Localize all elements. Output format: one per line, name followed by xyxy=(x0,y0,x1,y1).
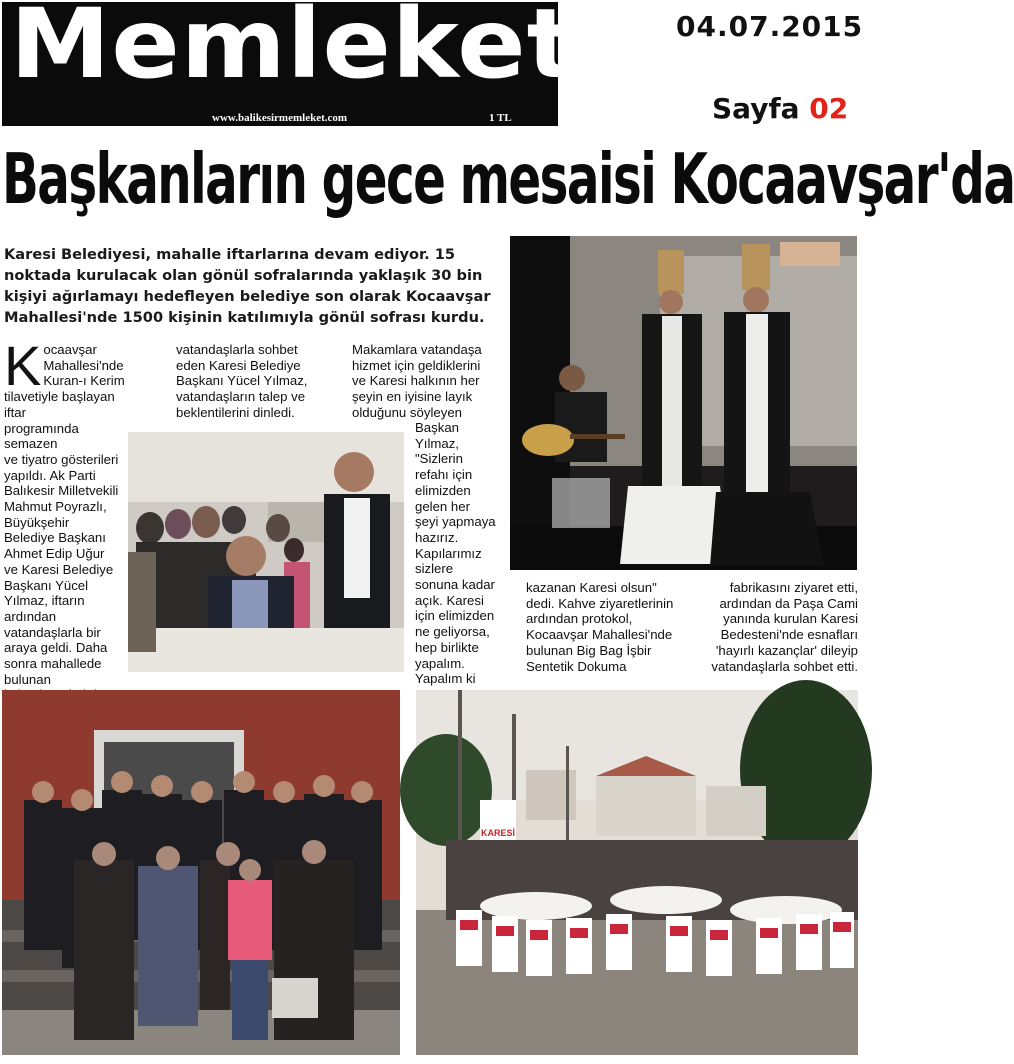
column-text-line: sizlere xyxy=(415,561,454,577)
column-text-line: olduğunu söyleyen xyxy=(352,404,462,420)
column-text-line: vatandaşlarla sohbet xyxy=(176,342,298,357)
column-text-line: Başkanı Yücel Yılmaz, xyxy=(176,373,308,389)
column-text-line: fabrikasını ziyaret etti, xyxy=(729,580,858,595)
column-text-line: bulunan xyxy=(4,671,51,687)
column-text-line: hazırız. xyxy=(415,529,459,545)
column-text-line: ne geliyorsa, xyxy=(415,624,490,640)
photo-semazen-performance xyxy=(510,236,857,570)
column-text-line: Yılmaz, xyxy=(415,435,459,451)
column-text-line: Büyükşehir xyxy=(4,514,70,530)
semazen-photo-illustration xyxy=(510,236,857,570)
column-text-line: vatandaşlarla sohbet etti. xyxy=(711,658,858,674)
article-column-5 xyxy=(700,580,858,674)
column-text-line: şeyin en iyisine layık xyxy=(352,389,473,405)
column-text-line: beklentilerini dinledi. xyxy=(176,404,295,420)
column-text-line: sonuna kadar xyxy=(415,577,495,593)
column-text-line: ardından da Paşa Cami xyxy=(719,595,858,611)
iftar-photo-illustration xyxy=(416,690,858,1055)
column-text-line: hizmet için geldiklerini xyxy=(352,357,481,373)
issue-date: 04.07.2015 xyxy=(676,10,864,43)
column-text-line: yanında kurulan Karesi xyxy=(723,611,858,627)
column-text-line: Belediye Başkanı xyxy=(4,530,106,546)
column-text-line: yapıldı. Ak Parti xyxy=(4,467,96,483)
column-text-line: refahı için xyxy=(415,467,473,483)
article-column-3-top xyxy=(352,342,512,421)
column-text-line: Başkan xyxy=(415,420,459,435)
column-text-line: kazanan Karesi olsun" xyxy=(526,580,657,595)
column-text-line: ve tiyatro gösterileri xyxy=(4,451,119,467)
column-text-line: Sentetik Dokuma xyxy=(526,658,627,674)
column-text-line: elimizden xyxy=(415,482,471,498)
photo-iftar-tables xyxy=(416,690,858,1055)
column-text-line: gelen her xyxy=(415,498,470,514)
page-number-value: 02 xyxy=(809,92,849,125)
article-column-4 xyxy=(526,580,698,674)
dropcap-letter: K xyxy=(4,334,42,397)
column-text-line: Kocaavşar Mahallesi'nde xyxy=(526,627,673,643)
column-text-line: vatandaşların talep ve xyxy=(176,389,306,405)
column-text-line: şeyi yapmaya xyxy=(415,514,496,530)
page-number-label xyxy=(712,92,848,125)
column-text-line: Yılmaz, iftarın xyxy=(4,593,85,609)
column-text-line: bulunan Big Bag İşbir xyxy=(526,642,652,658)
newspaper-name: Memleket xyxy=(10,0,576,100)
column-text-line: ardından xyxy=(4,608,57,624)
column-text-line: Balıkesir Milletvekili xyxy=(4,483,119,499)
column-text-line: 'hayırlı kazançlar' dileyip xyxy=(715,642,858,658)
article-column-2 xyxy=(176,342,346,421)
column-text-line: Makamlara vatandaşa xyxy=(352,342,482,357)
column-text-line: Mahallesi'nde xyxy=(43,357,124,373)
column-text-line: Kapılarımız xyxy=(415,545,482,561)
karesi-banner-text: KARESİ xyxy=(480,828,516,838)
column-text-line: eden Karesi Belediye xyxy=(176,357,301,373)
column-text-line: Yapalım ki xyxy=(415,671,476,687)
article-headline: Başkanların gece mesaisi Kocaavşar'da xyxy=(2,138,1014,220)
column-text-line: programında semazen xyxy=(4,420,79,452)
column-text-line: Mahmut Poyrazlı, xyxy=(4,499,107,515)
article-lead: Karesi Belediyesi, mahalle iftarlarına devam ediyor. 15 noktada kurulacak olan gönül sofralarında yaklaşık 30 bin kişiyi ağırlamayı hedefleyen belediye son olarak Kocaavşar Mahallesi'nde 1500 kişinin katılımıyla gönül sofrası kurdu. xyxy=(4,246,491,326)
column-text-line: Ahmet Edip Uğur xyxy=(4,546,105,562)
column-text-line: Bedesteni'nde esnafları xyxy=(720,627,858,643)
column-text-line: tilavetiyle başlayan iftar xyxy=(4,389,115,420)
article-column-3 xyxy=(415,420,507,687)
page-label-text: Sayfa xyxy=(712,92,800,125)
photo-mayor-with-women xyxy=(128,432,404,672)
column-text-line: ve Karesi Belediye xyxy=(4,561,114,577)
column-1-text xyxy=(4,334,126,719)
price-label: 1 TL xyxy=(489,112,512,124)
column-text-line: için elimizden xyxy=(415,608,495,624)
column-text-line: vatandaşlarla bir xyxy=(4,624,101,640)
mayor-photo-illustration xyxy=(128,432,404,672)
column-text-line: dedi. Kahve ziyaretlerinin xyxy=(526,595,674,611)
column-text-line: sonra mahallede xyxy=(4,656,102,672)
column-text-line: yapalım. xyxy=(415,655,465,671)
column-text-line: açık. Karesi xyxy=(415,592,484,608)
photo-group-portrait xyxy=(2,690,400,1055)
column-text-line: Başkanı Yücel xyxy=(4,577,89,593)
column-text-line: hep birlikte xyxy=(415,639,479,655)
masthead-banner xyxy=(2,0,576,126)
column-text-line: ve Karesi halkının her xyxy=(352,373,480,389)
column-text-line: ardından protokol, xyxy=(526,611,633,627)
article-column-1 xyxy=(4,334,126,719)
website-url[interactable]: www.balikesirmemleket.com xyxy=(212,112,348,124)
column-text-line: Kuran-ı Kerim xyxy=(43,373,125,389)
column-text-line: "Sizlerin xyxy=(415,451,463,467)
column-text-line: araya geldi. Daha xyxy=(4,640,108,656)
group-photo-illustration xyxy=(2,690,400,1055)
column-text-line: ocaavşar xyxy=(43,342,97,357)
